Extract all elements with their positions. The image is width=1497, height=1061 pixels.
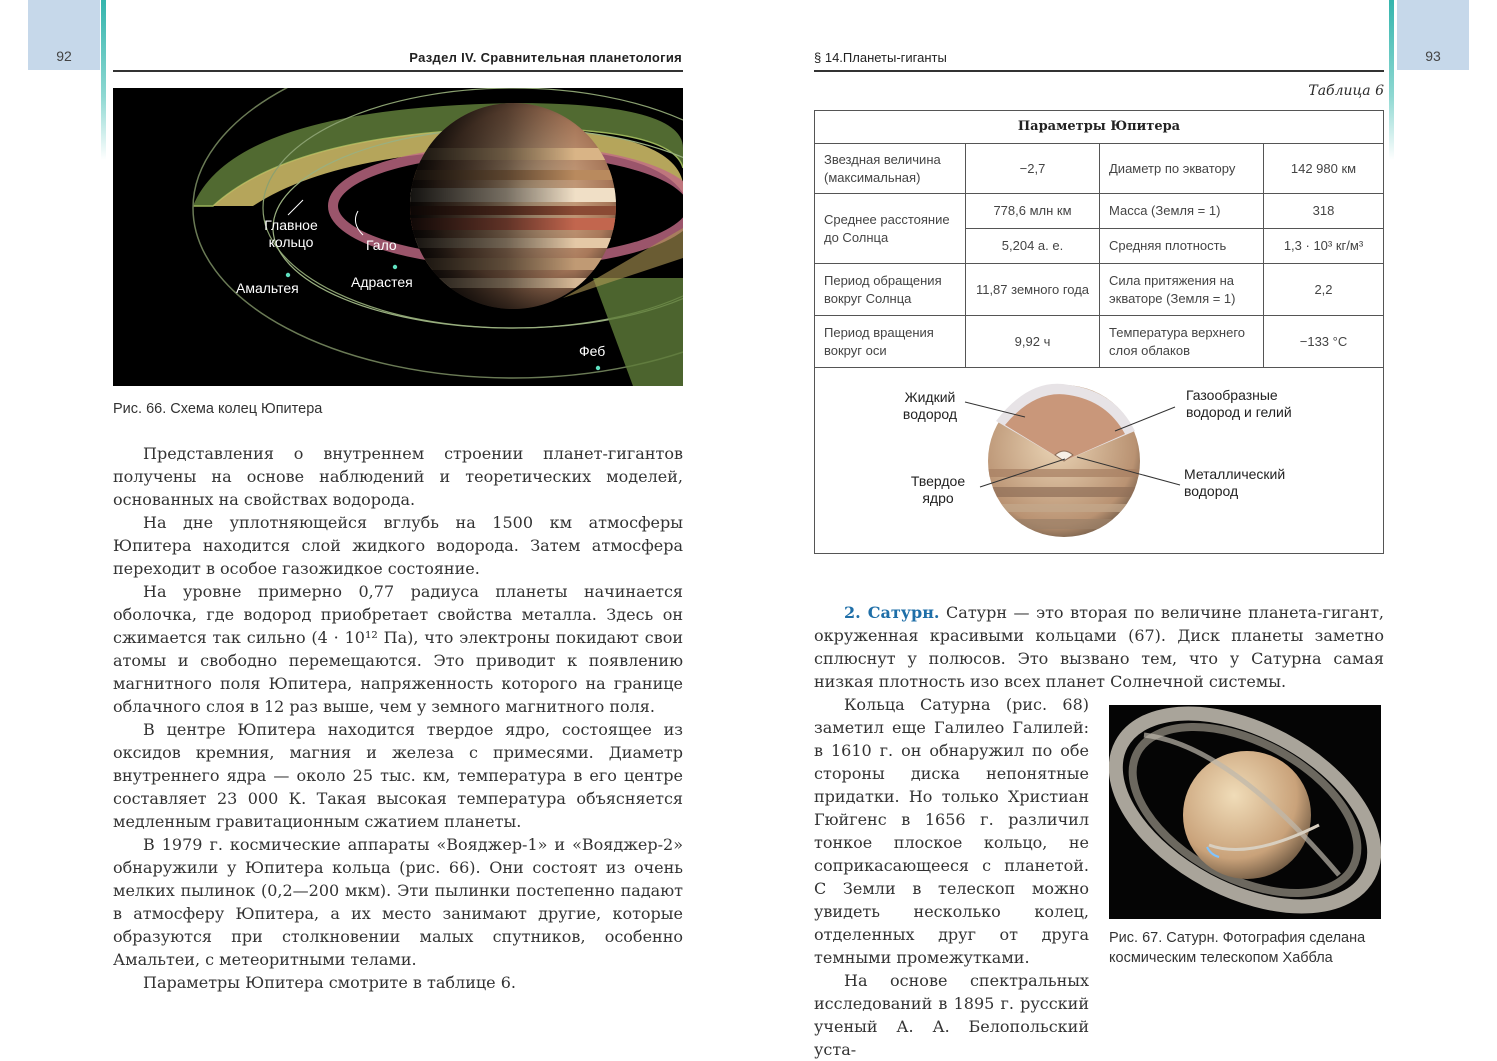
table-cell: Средняя плотность: [1100, 229, 1264, 264]
paragraph-1: Представления о внутреннем строении планет-гигантов получены на основе наблюдений и теоретических моделей, основанных на свойствах водорода.: [113, 444, 683, 509]
saturn-heading: 2. Сатурн.: [844, 603, 940, 622]
left-page-number: 92: [56, 48, 72, 64]
label-liquid-hydrogen-1: Жидкий: [904, 388, 956, 405]
saturn-intro-text: Сатурн — это вторая по величине планета-гигант, окруженная красивыми кольцами (67). Диск планеты заметно сплюснут у полюсов. Это вызвано тем, что у Сатурна самая низкая плотность изо всех планет Солнечной системы.: [814, 603, 1385, 691]
table-cell: Период обращения вокруг Солнца: [815, 264, 966, 316]
table-cell: −2,7: [966, 144, 1100, 194]
table-cell: 9,92 ч: [966, 316, 1100, 368]
label-thebe: Феб: [579, 343, 606, 359]
label-halo: Гало: [366, 237, 397, 253]
right-header-rule: [814, 70, 1384, 72]
saturn-intro-paragraph: [814, 601, 1384, 693]
table-cell: Период вращения вокруг оси: [815, 316, 966, 368]
left-page-tab: [28, 0, 100, 70]
jupiter-interior-diagram: [815, 369, 1383, 553]
table-cell: 142 980 км: [1264, 144, 1384, 194]
label-adrastea: Адрастея: [351, 274, 413, 290]
left-teal-bar: [101, 0, 106, 160]
saturn-rings-paragraph: [814, 693, 1089, 1061]
label-gas-hydrogen-2: водород и гелий: [1186, 403, 1292, 420]
table-cell: Среднее расстояние до Солнца: [815, 194, 966, 264]
figure-66-caption: Рис. 66. Схема колец Юпитера: [113, 401, 323, 417]
label-liquid-hydrogen-2: водород: [902, 405, 958, 422]
table-cell: Температура верхнего слоя облаков: [1100, 316, 1264, 368]
label-amalthea: Амальтея: [236, 280, 299, 296]
table-cell: Диаметр по экватору: [1100, 144, 1264, 194]
paragraph-5: В 1979 г. космические аппараты «Вояджер-1» и «Вояджер-2» обнаружили у Юпитера кольца (рис. 66). Они состоят из очень мелких пылинок (0,2—200 мкм). Эти пылинки постепенно падают в атмосферу Юпитера, а их место занимают другие, которые образуются при столкновении малых спутников, особенно Амальтеи, с метеоритными телами.: [113, 835, 683, 969]
label-solid-core-1: Твердое: [910, 472, 966, 489]
right-running-header: § 14.Планеты-гиганты: [814, 50, 947, 65]
right-page-tab: [1397, 0, 1469, 70]
table-cell: −133 °С: [1264, 316, 1384, 368]
label-metallic-hydrogen-1: Металлический: [1184, 465, 1286, 482]
table-cell: 318: [1264, 194, 1384, 229]
figure-67-caption: Рис. 67. Сатурн. Фотография сделана космическим телескопом Хаббла: [1109, 930, 1366, 966]
table-cell: 1,3 · 10³ кг/м³: [1264, 229, 1384, 264]
right-page-number: 93: [1425, 48, 1441, 64]
figure-67-saturn-photo: [1109, 705, 1381, 919]
label-metallic-hydrogen-2: водород: [1184, 482, 1239, 499]
table-diagram-cell: [815, 368, 1384, 554]
paragraph-6: Параметры Юпитера смотрите в таблице 6.: [143, 973, 516, 992]
table-title: Параметры Юпитера: [815, 111, 1384, 144]
paragraph-3: На уровне примерно 0,77 радиуса планеты начинается оболочка, где водород приобретает свойства металла. Здесь он сжимается так сильно (4 · 10¹² Па), что электроны покидают свои атомы и свободно перемещаются. Это приводит к появлению магнитного поля Юпитера, напряженность которого на границе облачного слоя в 12 раз выше, чем у земного магнитного поля.: [113, 582, 683, 716]
right-teal-bar: [1389, 0, 1394, 160]
figure-66-jupiter-rings: [113, 88, 683, 386]
table-cell: 778,6 млн км: [966, 194, 1100, 229]
table-cell: Масса (Земля = 1): [1100, 194, 1264, 229]
paragraph-4: В центре Юпитера находится твердое ядро, состоящее из оксидов кремния, магния и железа с примесями. Диаметр внутреннего ядра — около 25 тыс. км, температура в его центре составляет 23 000 К. Такая высокая температура объясняется медленным гравитационным сжатием планеты.: [113, 720, 683, 831]
table-cell: 11,87 земного года: [966, 264, 1100, 316]
table-cell: 2,2: [1264, 264, 1384, 316]
label-solid-core-2: ядро: [922, 489, 954, 506]
spectral-text: На основе спектральных исследований в 1895 г. русский ученый А. А. Белопольский уста-: [814, 971, 1089, 1059]
table-cell: Звездная величина (максимальная): [815, 144, 966, 194]
table-cell: Сила притяжения на экваторе (Земля = 1): [1100, 264, 1264, 316]
paragraph-2: На дне уплотняющейся вглубь на 1500 км атмосферы Юпитера находится слой жидкого водорода. Затем атмосфера переходит в особое газожидкое состояние.: [113, 513, 683, 578]
saturn-rings-text: Кольца Сатурна (рис. 68) заметил еще Галилео Галилей: в 1610 г. он обнаружил по обе стороны диска непонятные придатки. Но только Христиан Гюйгенс в 1656 г. различил тонкое плоское кольцо, не соприкасающееся с планетой. С Земли в телескоп можно увидеть несколько колец, отделенных друг от друга темными промежутками.: [814, 695, 1089, 967]
jupiter-parameters-table: [814, 110, 1384, 554]
table-label: Таблица 6: [1308, 83, 1384, 99]
label-main-ring-1: Главное: [264, 217, 318, 233]
table-cell: 5,204 а. е.: [966, 229, 1100, 264]
left-body-text: [113, 442, 683, 994]
left-header-rule: [113, 70, 683, 72]
left-running-header: Раздел IV. Сравнительная планетология: [409, 50, 682, 65]
label-gas-hydrogen-1: Газообразные: [1186, 386, 1278, 403]
label-main-ring-2: кольцо: [268, 234, 314, 250]
